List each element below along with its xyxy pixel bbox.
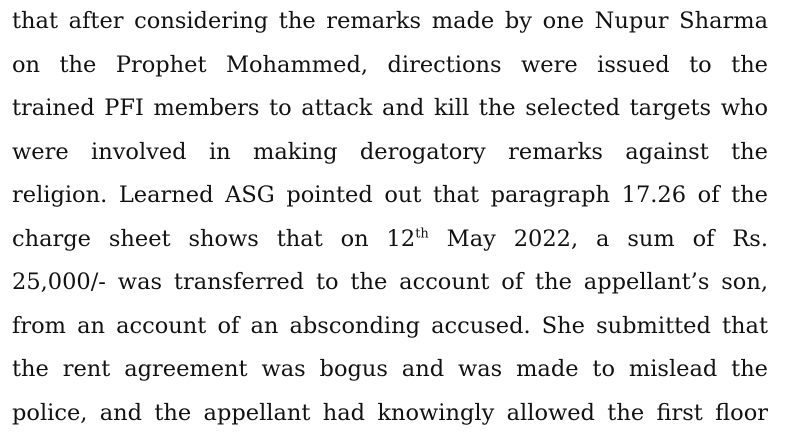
text-line: religion. Learned ASG pointed out that paragraph 17.26 of the [12,182,768,208]
text-line [12,218,768,262]
text-line: trained PFI members to attack and kill the selected targets who [12,95,768,121]
text-line: that after considering the remarks made by one Nupur Sharma [12,8,768,34]
text-line: from an account of an absconding accused. She submitted that [12,312,768,339]
ordinal-superscript: th [415,226,429,241]
text-fragment: May 2022, a sum of Rs. [428,225,769,252]
document-body [12,0,768,435]
text-line: were involved in making derogatory remarks against the [12,138,768,165]
text-fragment: charge sheet shows that on 12 [12,225,416,252]
text-line: 25,000/- was transferred to the account of the appellant’s son, [12,269,768,295]
text-line: police, and the appellant had knowingly allowed the first floor [12,399,768,426]
text-line: on the Prophet Mohammed, directions were issued to the [12,51,768,78]
text-line: the rent agreement was bogus and was made to mislead the [12,356,768,382]
